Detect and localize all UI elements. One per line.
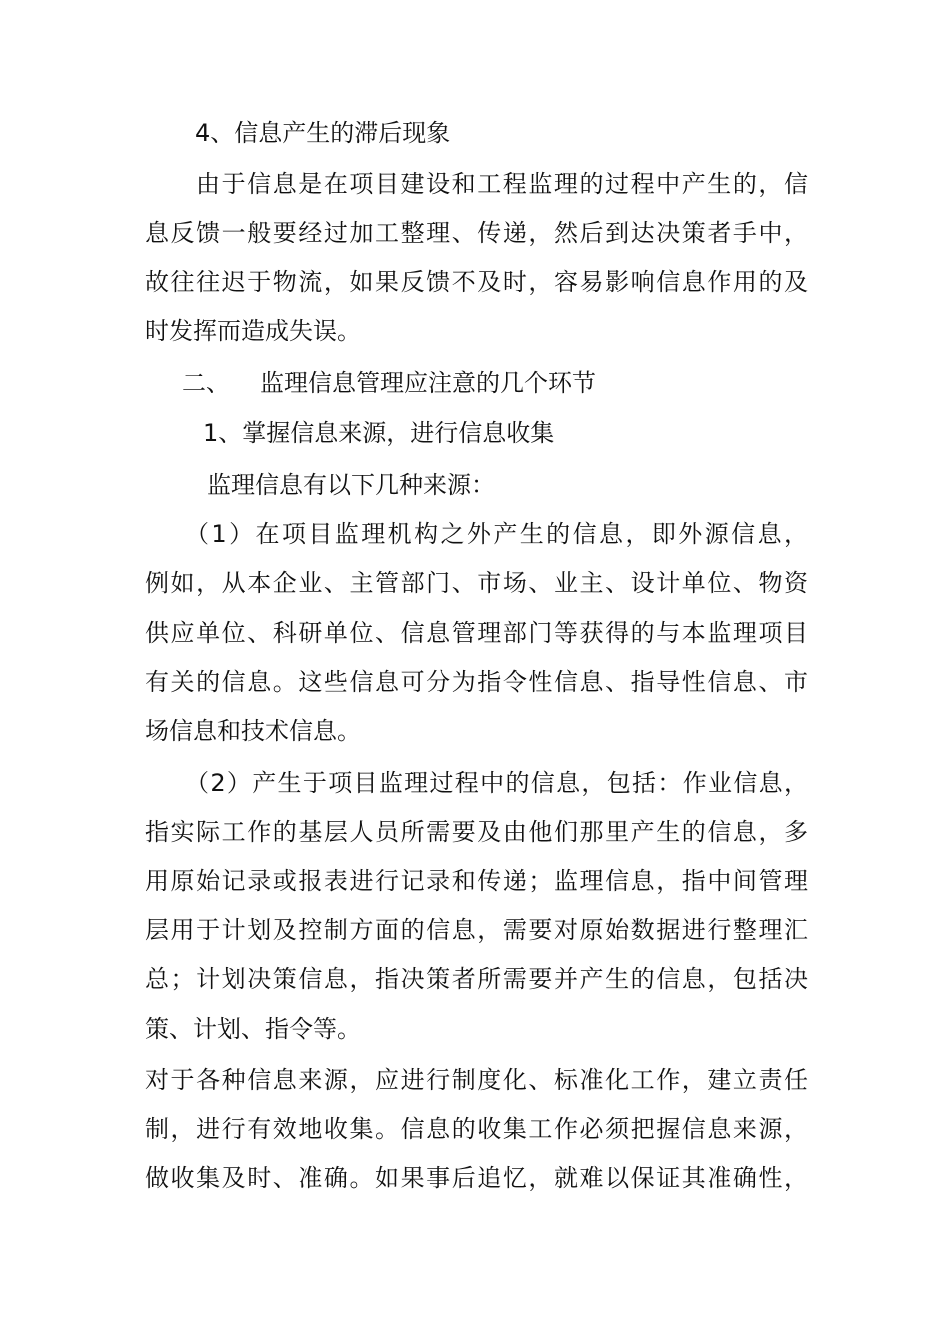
text-line: （1）在项目监理机构之外产生的信息，即外源信息， [185,520,808,548]
text-line: 供应单位、科研单位、信息管理部门等获得的与本监理项目 [145,619,808,647]
section-heading-2 [182,366,596,400]
section-number: 二、 [182,369,230,397]
text-line: 策、计划、指令等。 [145,1015,361,1043]
text-line: （2）产生于项目监理过程中的信息，包括：作业信息， [185,769,808,797]
text-line: 有关的信息。这些信息可分为指令性信息、指导性信息、市 [145,668,808,696]
text-line: 做收集及时、准确。如果事后追忆，就难以保证其准确性， [145,1164,808,1192]
text-line: 指实际工作的基层人员所需要及由他们那里产生的信息，多 [145,818,808,846]
sources-intro: 监理信息有以下几种来源： [207,471,495,499]
subheading-1: 1、掌握信息来源，进行信息收集 [203,419,555,447]
text-line: 息反馈一般要经过加工整理、传递，然后到达决策者手中， [145,219,808,247]
text-line: 层用于计划及控制方面的信息，需要对原始数据进行整理汇 [145,916,808,944]
text-line: 总；计划决策信息，指决策者所需要并产生的信息，包括决 [145,965,808,993]
text-line: 场信息和技术信息。 [145,717,361,745]
text-line: 制，进行有效地收集。信息的收集工作必须把握信息来源， [145,1115,808,1143]
text-line: 由于信息是在项目建设和工程监理的过程中产生的，信 [196,170,808,198]
text-line: 对于各种信息来源，应进行制度化、标准化工作，建立责任 [145,1066,808,1094]
section-title: 监理信息管理应注意的几个环节 [260,369,596,397]
text-line: 用原始记录或报表进行记录和传递；监理信息，指中间管理 [145,867,808,895]
text-line: 时发挥而造成失误。 [145,317,361,345]
subheading-4: 4、信息产生的滞后现象 [195,119,451,147]
text-line: 例如，从本企业、主管部门、市场、业主、设计单位、物资 [145,569,808,597]
text-line: 故往往迟于物流，如果反馈不及时，容易影响信息作用的及 [145,268,808,296]
